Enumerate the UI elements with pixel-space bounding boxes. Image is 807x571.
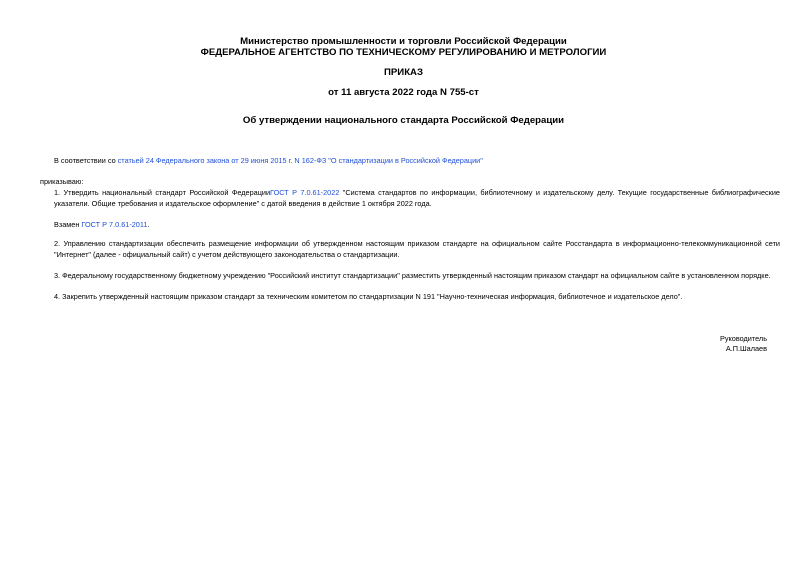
preamble-paragraph [40, 155, 780, 166]
signatory-name: А.П.Шалаев [725, 344, 767, 353]
item-2-paragraph: 2. Управлению стандартизации обеспечить размещение информации об утвержденном настоящим приказом стандарте на официальном сайте Росстандарта в информационно-телекоммуникационной сети "Интернет" (далее - официальный сайт) с учетом действующего законодательства о стандартизации. [54, 239, 780, 259]
doc-type-heading: ПРИКАЗ [384, 67, 423, 78]
document-title: Об утверждении национального стандарта Российской Федерации [242, 115, 565, 126]
item-3-paragraph: 3. Федеральному государственному бюджетному учреждению "Российский институт стандартизации" разместить утвержденный настоящим приказом стандарт на официальном сайте в установленном порядке. [54, 271, 771, 280]
item-1-paragraph [40, 187, 780, 209]
gost-2011-link[interactable]: ГОСТ Р 7.0.61-2011 [81, 220, 148, 229]
order-word: приказываю: [40, 177, 84, 186]
ministry-heading: Министерство промышленности и торговли Российской Федерации [240, 36, 567, 47]
item-1-suffix: "Система стандартов по информации, библиотечному и издательскому делу. Текущие государственные библиографические указатели. Общие требования и издательское оформление" с датой введения в действие 1 октября 2022 года. [54, 188, 780, 208]
gost-2022-link[interactable]: ГОСТ Р 7.0.61-2022 [270, 188, 340, 197]
item-4-paragraph: 4. Закрепить утвержденный настоящим приказом стандарт за техническим комитетом по стандартизации N 191 "Научно-техническая информация, библиотечное и издательское дело". [54, 292, 683, 301]
date-number-heading: от 11 августа 2022 года N 755-ст [328, 87, 479, 98]
replace-paragraph [40, 219, 780, 230]
federal-law-link[interactable]: статьей 24 Федерального закона от 29 июня 2015 г. N 162-ФЗ "О стандартизации в Российской Федерации" [117, 156, 483, 165]
replace-prefix: Взамен [54, 220, 82, 229]
item-1-prefix: 1. Утвердить национальный стандарт Российской Федерации [54, 188, 271, 197]
signatory-position: Руководитель [719, 334, 767, 343]
agency-heading: ФЕДЕРАЛЬНОЕ АГЕНТСТВО ПО ТЕХНИЧЕСКОМУ РЕГУЛИРОВАНИЮ И МЕТРОЛОГИИ [200, 47, 607, 58]
replace-suffix: . [147, 220, 150, 229]
preamble-prefix: В соответствии со [54, 156, 118, 165]
